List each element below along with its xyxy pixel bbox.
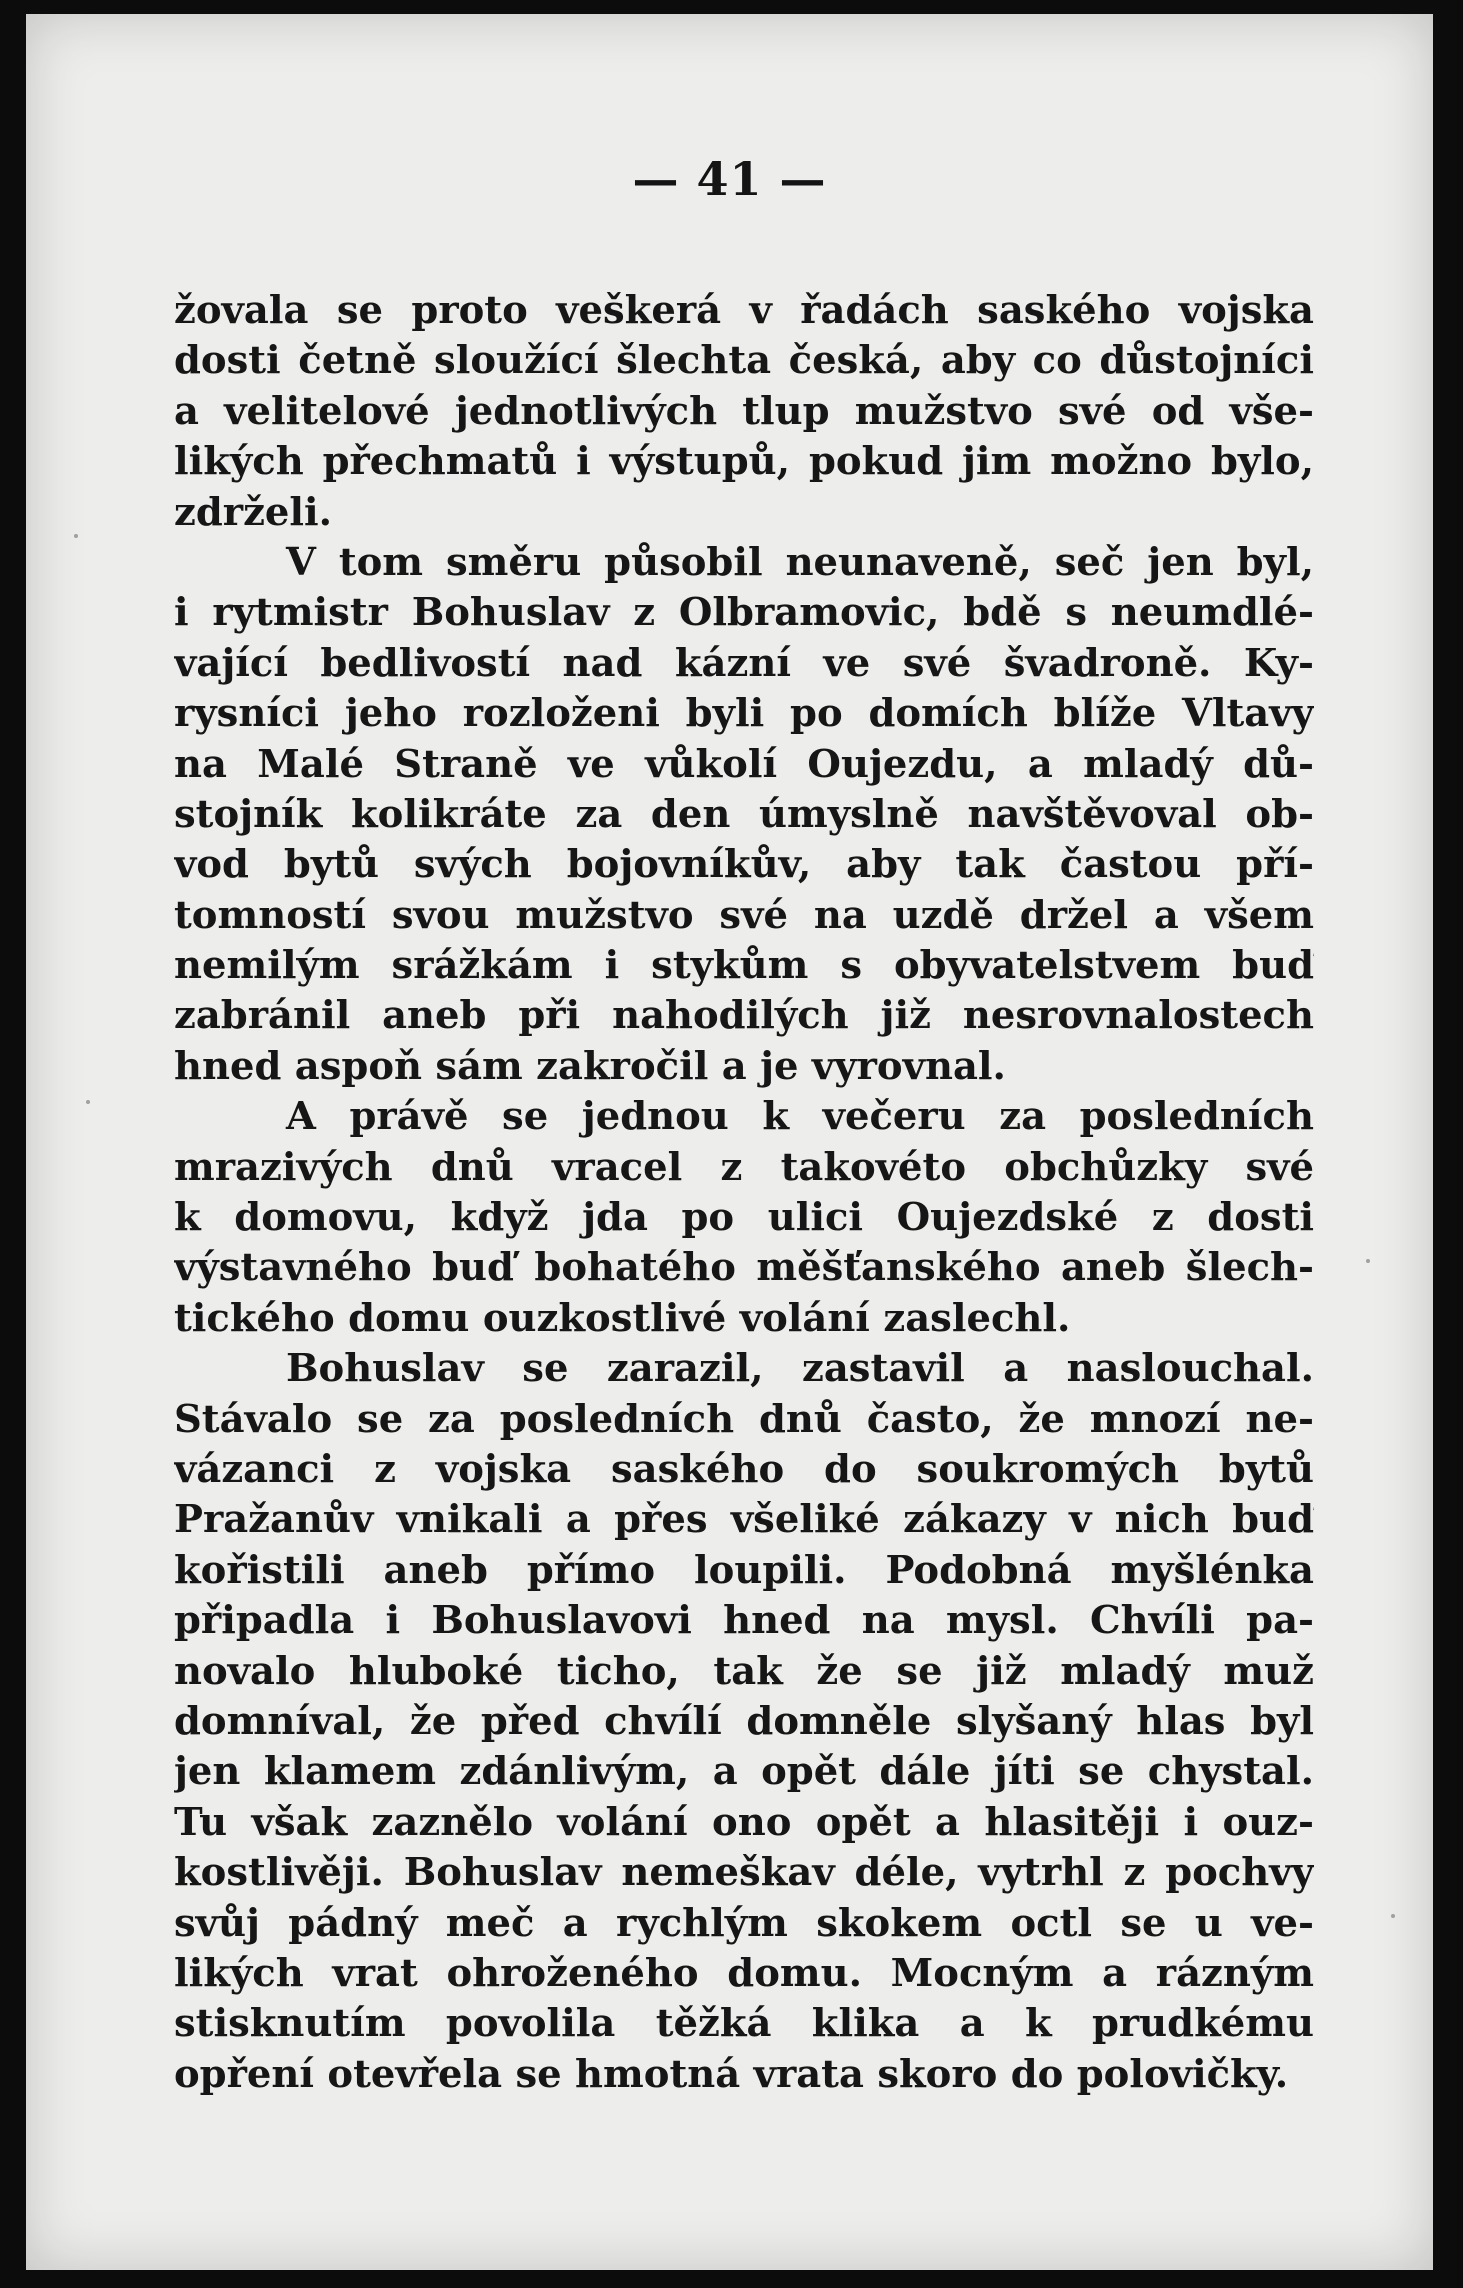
text-line: vající bedlivostí nad kázní ve své švadroně. Ky- [174, 640, 1314, 686]
paper-speck [1366, 1259, 1370, 1263]
text-line: rysníci jeho rozloženi byli po domích blíže Vltavy [174, 691, 1314, 737]
text-line: k domovu, když jda po ulici Oujezdské z dosti [174, 1195, 1314, 1241]
text-line: likých vrat ohroženého domu. Mocným a rázným [174, 1950, 1314, 1996]
text-line: mrazivých dnů vracel z takovéto obchůzky své [174, 1144, 1314, 1190]
text-line: tomností svou mužstvo své na uzdě držel a všem [174, 892, 1314, 938]
paper-speck [74, 534, 78, 538]
page-number: — 41 — [632, 152, 827, 206]
text-line: vázanci z vojska saského do soukromých bytů [174, 1446, 1314, 1492]
text-line: domníval, že před chvílí domněle slyšaný hlas byl [174, 1698, 1314, 1744]
paragraph [174, 286, 1314, 538]
text-line: Bohuslav se zarazil, zastavil a naslouchal. [286, 1346, 1314, 1392]
text-line: jen klamem zdánlivým, a opět dále jíti se chystal. [174, 1749, 1314, 1795]
text-line: V tom směru působil neunaveně, seč jen byl, [286, 539, 1314, 585]
text-line: kořistili aneb přímo loupili. Podobná myšlénka [174, 1547, 1314, 1593]
text-line: výstavného buď bohatého měšťanského aneb šlech- [174, 1245, 1314, 1291]
text-line: a velitelové jednotlivých tlup mužstvo své od vše- [174, 388, 1314, 434]
text-line: i rytmistr Bohuslav z Olbramovic, bdě s neumdlé- [174, 590, 1314, 636]
text-line: Pražanův vnikali a přes všeliké zákazy v nich buď [174, 1497, 1314, 1543]
text-line: A právě se jednou k večeru za posledních [286, 1094, 1314, 1140]
paragraph [174, 1344, 1314, 2100]
text-line: žovala se proto veškerá v řadách saského vojska [174, 288, 1314, 333]
text-line: zdrželi. [174, 489, 333, 535]
book-page [26, 14, 1433, 2270]
paragraph [174, 538, 1314, 1092]
body-text [174, 286, 1314, 2100]
text-line: na Malé Straně ve vůkolí Oujezdu, a mladý dů- [174, 741, 1314, 787]
text-line: stisknutím povolila těžká klika a k prudkému [174, 2001, 1314, 2047]
text-line: připadla i Bohuslavovi hned na mysl. Chvíli pa- [174, 1598, 1314, 1644]
text-line: novalo hluboké ticho, tak že se již mladý muž [174, 1648, 1314, 1694]
text-line: kostlivěji. Bohuslav nemeškav déle, vytrhl z pochvy [174, 1850, 1314, 1896]
text-line: Tu však zaznělo volání ono opět a hlasitěji i ouz- [174, 1799, 1314, 1845]
text-line: hned aspoň sám zakročil a je vyrovnal. [174, 1043, 1006, 1089]
text-line: tického domu ouzkostlivé volání zaslechl. [174, 1295, 1071, 1341]
text-line: opření otevřela se hmotná vrata skoro do polovičky. [174, 2051, 1289, 2097]
paper-speck [86, 1100, 90, 1104]
text-line: stojník kolikráte za den úmyslně navštěvoval ob- [174, 791, 1314, 837]
text-line: dosti četně sloužící šlechta česká, aby co důstojníci [174, 338, 1314, 384]
text-line: zabránil aneb při nahodilých již nesrovnalostech [174, 993, 1314, 1039]
text-line: vod bytů svých bojovníkův, aby tak častou pří- [174, 842, 1314, 888]
text-line: nemilým srážkám i stykům s obyvatelstvem buď [174, 943, 1314, 989]
text-line: svůj pádný meč a rychlým skokem octl se u ve- [174, 1900, 1314, 1946]
text-line: likých přechmatů i výstupů, pokud jim možno bylo, [174, 439, 1314, 485]
paper-speck [1391, 1914, 1395, 1918]
paragraph [174, 1092, 1314, 1344]
text-line: Stávalo se za posledních dnů často, že mnozí ne- [174, 1396, 1314, 1442]
